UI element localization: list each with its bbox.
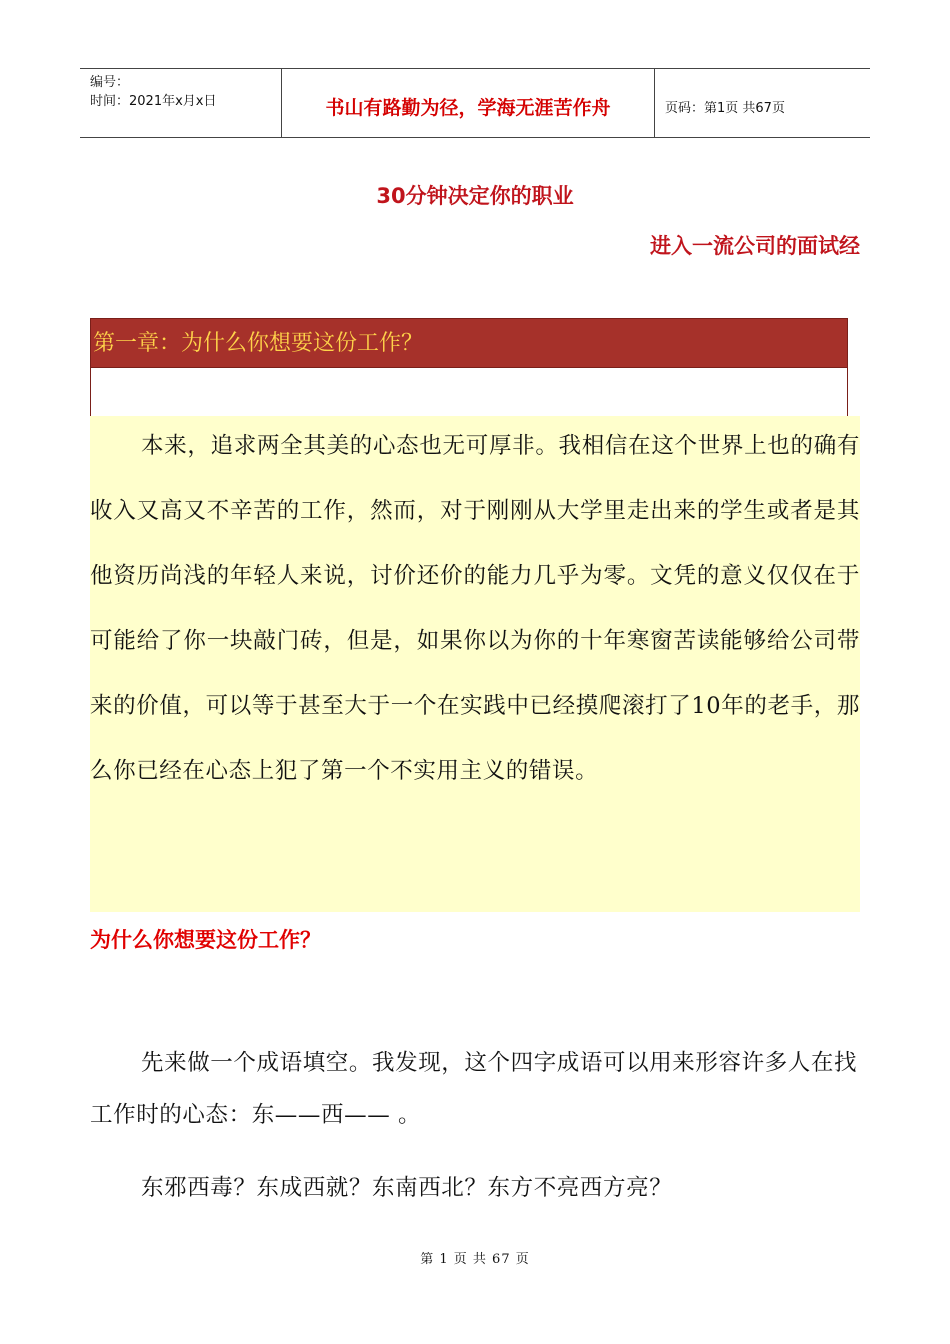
body-paragraph: 东邪西毒？东成西就？东南西北？东方不亮西方亮？: [141, 1175, 673, 1201]
intro-paragraph: 本来，追求两全其美的心态也无可厚非。我相信在这个世界上也的确有收入又高又不辛苦的工作，然而，对于刚刚从大学里走出来的学生或者是其他资历尚浅的年轻人来说，讨价还价的能力几乎为零。文凭的意义仅仅在于可能给了你一块敲门砖，但是，如果你以为你的十年寒窗苦读能够给公司带来的价值，可以等于甚至大于一个在实践中已经摸爬滚打了10年的老手，那么你已经在心态上犯了第一个不实用主义的错误。: [90, 433, 860, 784]
body-paragraph: 先来做一个成语填空。我发现，这个四字成语可以用来形容许多人在找工作时的心态：东——西—— 。: [90, 1050, 858, 1128]
chapter-frame: [90, 368, 848, 416]
header-motto: 书山有路勤为径，学海无涯苦作舟: [282, 69, 655, 137]
number-label: 编号：: [90, 75, 130, 90]
page-footer: 第 1 页 共 67 页: [420, 1252, 530, 1267]
header-meta: [80, 69, 282, 137]
document-title: 30分钟决定你的职业: [376, 184, 574, 208]
header-page-info: 页码：第1页 共67页: [665, 100, 785, 116]
section-heading: 为什么你想要这份工作？: [90, 928, 321, 952]
page-header: [80, 68, 870, 138]
document-subtitle: 进入一流公司的面试经: [650, 234, 860, 258]
chapter-heading: 第一章：为什么你想要这份工作？: [90, 318, 848, 368]
intro-box: [90, 416, 860, 912]
time-label: 时间：2021年x月x日: [90, 94, 217, 109]
